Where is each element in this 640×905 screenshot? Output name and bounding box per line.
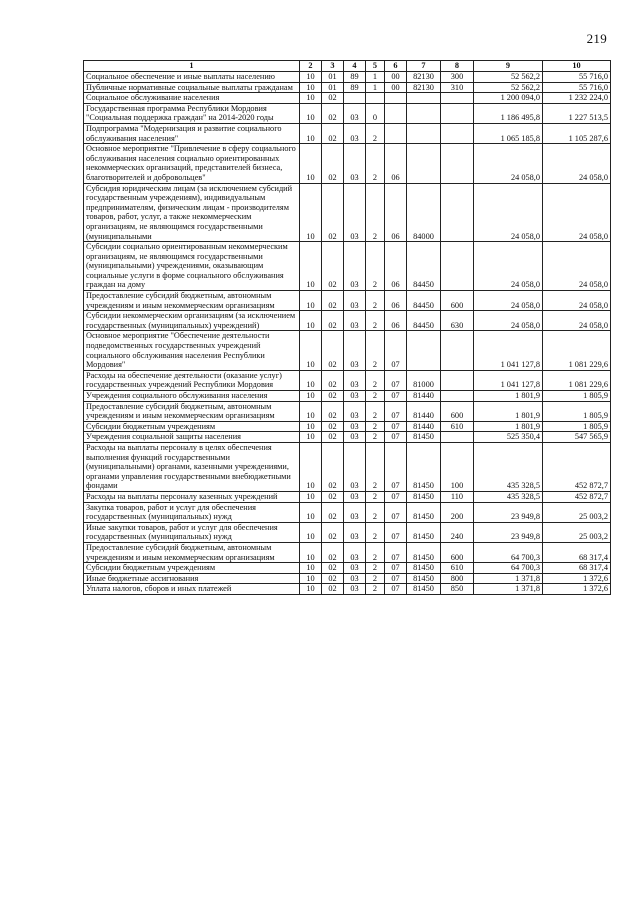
table-row: [84, 311, 611, 331]
budget-table: [83, 60, 611, 595]
amount-col-9: 52 562,2: [474, 82, 543, 93]
code-subsection: 02: [322, 421, 344, 432]
code-direction: [407, 144, 441, 183]
table-row: [84, 291, 611, 311]
code-activity: 00: [385, 82, 407, 93]
code-section: 10: [300, 242, 322, 291]
code-direction: [407, 331, 441, 370]
code-expense-type: 240: [441, 522, 474, 542]
code-subsection: 02: [322, 573, 344, 584]
code-section: 10: [300, 123, 322, 143]
amount-col-9: 64 700,3: [474, 563, 543, 574]
amount-col-10: 24 058,0: [543, 291, 611, 311]
code-expense-type: [441, 144, 474, 183]
code-subsection: 02: [322, 242, 344, 291]
code-direction: 84000: [407, 183, 441, 242]
code-expense-type: [441, 331, 474, 370]
code-subsection: 02: [322, 123, 344, 143]
row-name: Расходы на выплаты персоналу казенных учреждений: [84, 491, 300, 502]
amount-col-9: 24 058,0: [474, 311, 543, 331]
code-subprogram: 2: [366, 123, 385, 143]
code-subsection: 02: [322, 331, 344, 370]
code-expense-type: 610: [441, 421, 474, 432]
code-activity: 07: [385, 522, 407, 542]
code-expense-type: [441, 370, 474, 390]
code-direction: 81450: [407, 502, 441, 522]
code-subprogram: 2: [366, 183, 385, 242]
code-activity: 07: [385, 502, 407, 522]
row-name: Учреждения социальной защиты населения: [84, 432, 300, 443]
code-program: 03: [344, 542, 366, 562]
code-subsection: 02: [322, 563, 344, 574]
code-section: 10: [300, 391, 322, 402]
table-row: [84, 93, 611, 104]
code-direction: 81450: [407, 432, 441, 443]
row-name: Закупка товаров, работ и услуг для обеспечения государственных (муниципальных) нужд: [84, 502, 300, 522]
code-section: 10: [300, 370, 322, 390]
code-program: 03: [344, 421, 366, 432]
code-subsection: 02: [322, 391, 344, 402]
code-subprogram: 2: [366, 370, 385, 390]
code-subsection: 02: [322, 491, 344, 502]
code-subsection: 02: [322, 103, 344, 123]
code-direction: 84450: [407, 242, 441, 291]
code-activity: 07: [385, 391, 407, 402]
amount-col-9: 1 041 127,8: [474, 331, 543, 370]
code-subsection: 02: [322, 542, 344, 562]
code-program: 03: [344, 563, 366, 574]
code-expense-type: 300: [441, 72, 474, 83]
code-section: 10: [300, 72, 322, 83]
row-name: Иные закупки товаров, работ и услуг для обеспечения государственных (муниципальных) нужд: [84, 522, 300, 542]
row-name: Социальное обслуживание населения: [84, 93, 300, 104]
code-section: 10: [300, 401, 322, 421]
code-subsection: 02: [322, 502, 344, 522]
code-activity: 07: [385, 542, 407, 562]
row-name: Основное мероприятие "Обеспечение деятельности подведомственных государственных учреждений социального обслуживания населения Республики Мордовия": [84, 331, 300, 370]
code-program: 03: [344, 573, 366, 584]
code-activity: 07: [385, 491, 407, 502]
amount-col-9: 1 801,9: [474, 401, 543, 421]
code-section: 10: [300, 563, 322, 574]
code-program: 03: [344, 311, 366, 331]
code-activity: 07: [385, 573, 407, 584]
row-name: Субсидии некоммерческим организациям (за исключением государственных (муниципальных) учреждений): [84, 311, 300, 331]
amount-col-10: 25 003,2: [543, 502, 611, 522]
row-name: Субсидия юридическим лицам (за исключением субсидий государственным учреждениям), индивидуальным предпринимателям, физическим лицам - производителям товаров, работ, услуг, а также некоммерческим организациям, не являющимся государственными (муниципальными: [84, 183, 300, 242]
row-name: Подпрограмма "Модернизация и развитие социального обслуживания населения": [84, 123, 300, 143]
code-expense-type: [441, 432, 474, 443]
code-section: 10: [300, 442, 322, 491]
table-row: [84, 242, 611, 291]
table-row: [84, 522, 611, 542]
code-subsection: 02: [322, 432, 344, 443]
code-direction: 81450: [407, 522, 441, 542]
row-name: Предоставление субсидий бюджетным, автономным учреждениям и иным некоммерческим организациям: [84, 401, 300, 421]
code-section: 10: [300, 103, 322, 123]
code-subprogram: 2: [366, 401, 385, 421]
amount-col-10: 24 058,0: [543, 183, 611, 242]
code-section: 10: [300, 82, 322, 93]
amount-col-9: 24 058,0: [474, 291, 543, 311]
code-direction: 82130: [407, 82, 441, 93]
code-expense-type: [441, 103, 474, 123]
amount-col-9: 52 562,2: [474, 72, 543, 83]
header-row: [84, 61, 611, 72]
code-subprogram: 0: [366, 103, 385, 123]
code-subprogram: 2: [366, 144, 385, 183]
table-row: [84, 72, 611, 83]
table-header: [84, 61, 611, 72]
table-row: [84, 442, 611, 491]
amount-col-9: 1 801,9: [474, 421, 543, 432]
code-direction: 81450: [407, 542, 441, 562]
column-header-6: 6: [385, 61, 407, 72]
code-expense-type: 610: [441, 563, 474, 574]
code-direction: 81440: [407, 421, 441, 432]
amount-col-10: 24 058,0: [543, 311, 611, 331]
table-row: [84, 432, 611, 443]
code-direction: 84450: [407, 291, 441, 311]
amount-col-9: 1 371,8: [474, 584, 543, 595]
code-section: 10: [300, 331, 322, 370]
code-program: 03: [344, 442, 366, 491]
code-direction: 81450: [407, 573, 441, 584]
amount-col-10: 1 105 287,6: [543, 123, 611, 143]
code-direction: [407, 93, 441, 104]
row-name: Основное мероприятие "Привлечение в сферу социального обслуживания населения социально ориентированных некоммерческих организаций, представителей бизнеса, благотворителей и добровольцев": [84, 144, 300, 183]
amount-col-9: 24 058,0: [474, 242, 543, 291]
amount-col-9: 525 350,4: [474, 432, 543, 443]
code-expense-type: [441, 93, 474, 104]
amount-col-9: 24 058,0: [474, 183, 543, 242]
code-activity: [385, 123, 407, 143]
amount-col-10: 452 872,7: [543, 491, 611, 502]
column-header-9: 9: [474, 61, 543, 72]
amount-col-10: 1 372,6: [543, 584, 611, 595]
amount-col-10: 1 081 229,6: [543, 331, 611, 370]
code-direction: 84450: [407, 311, 441, 331]
code-expense-type: 800: [441, 573, 474, 584]
code-section: 10: [300, 291, 322, 311]
code-subprogram: 2: [366, 432, 385, 443]
code-subsection: 01: [322, 82, 344, 93]
code-subsection: 01: [322, 72, 344, 83]
row-name: Государственная программа Республики Мордовия "Социальная поддержка граждан" на 2014-2020 годы: [84, 103, 300, 123]
row-name: Расходы на выплаты персоналу в целях обеспечения выполнения функций государственными (муниципальными) органами, казенными учреждениями, органами управления государственными внебюджетными фондами: [84, 442, 300, 491]
amount-col-10: 452 872,7: [543, 442, 611, 491]
row-name: Публичные нормативные социальные выплаты гражданам: [84, 82, 300, 93]
code-subprogram: [366, 93, 385, 104]
row-name: Предоставление субсидий бюджетным, автономным учреждениям и иным некоммерческим организациям: [84, 542, 300, 562]
code-expense-type: 850: [441, 584, 474, 595]
code-activity: 07: [385, 584, 407, 595]
code-subprogram: 2: [366, 573, 385, 584]
code-activity: 07: [385, 401, 407, 421]
code-program: 89: [344, 72, 366, 83]
code-subprogram: 2: [366, 563, 385, 574]
code-expense-type: [441, 242, 474, 291]
code-section: 10: [300, 542, 322, 562]
code-subsection: 02: [322, 311, 344, 331]
code-program: 03: [344, 370, 366, 390]
code-activity: 06: [385, 311, 407, 331]
code-subprogram: 2: [366, 391, 385, 402]
code-subprogram: 2: [366, 502, 385, 522]
table-row: [84, 584, 611, 595]
code-subprogram: 2: [366, 421, 385, 432]
code-activity: [385, 93, 407, 104]
code-program: 03: [344, 584, 366, 595]
table-row: [84, 144, 611, 183]
amount-col-9: 24 058,0: [474, 144, 543, 183]
code-expense-type: [441, 391, 474, 402]
code-subsection: 02: [322, 93, 344, 104]
amount-col-9: 1 041 127,8: [474, 370, 543, 390]
amount-col-10: 68 317,4: [543, 563, 611, 574]
code-activity: 07: [385, 421, 407, 432]
code-subprogram: 1: [366, 82, 385, 93]
code-direction: 81440: [407, 401, 441, 421]
amount-col-9: 1 371,8: [474, 573, 543, 584]
code-section: 10: [300, 491, 322, 502]
column-header-10: 10: [543, 61, 611, 72]
amount-col-9: 23 949,8: [474, 502, 543, 522]
code-subsection: 02: [322, 144, 344, 183]
code-direction: 81450: [407, 584, 441, 595]
amount-col-10: 1 081 229,6: [543, 370, 611, 390]
code-expense-type: 100: [441, 442, 474, 491]
table-row: [84, 331, 611, 370]
amount-col-10: 1 805,9: [543, 391, 611, 402]
code-expense-type: 310: [441, 82, 474, 93]
table-row: [84, 502, 611, 522]
code-direction: [407, 123, 441, 143]
code-direction: [407, 103, 441, 123]
amount-col-10: 68 317,4: [543, 542, 611, 562]
code-program: 03: [344, 522, 366, 542]
code-program: 03: [344, 502, 366, 522]
code-subprogram: 2: [366, 584, 385, 595]
code-direction: 82130: [407, 72, 441, 83]
code-subprogram: 2: [366, 291, 385, 311]
code-expense-type: 600: [441, 291, 474, 311]
code-subprogram: 2: [366, 311, 385, 331]
code-program: 89: [344, 82, 366, 93]
amount-col-10: 55 716,0: [543, 82, 611, 93]
amount-col-10: 55 716,0: [543, 72, 611, 83]
code-subsection: 02: [322, 401, 344, 421]
code-program: 03: [344, 432, 366, 443]
code-program: 03: [344, 123, 366, 143]
table-row: [84, 491, 611, 502]
amount-col-10: 1 372,6: [543, 573, 611, 584]
code-expense-type: [441, 123, 474, 143]
code-section: 10: [300, 183, 322, 242]
code-program: 03: [344, 391, 366, 402]
code-expense-type: 600: [441, 401, 474, 421]
amount-col-9: 23 949,8: [474, 522, 543, 542]
amount-col-9: 1 801,9: [474, 391, 543, 402]
code-expense-type: 600: [441, 542, 474, 562]
amount-col-9: 435 328,5: [474, 442, 543, 491]
code-program: 03: [344, 331, 366, 370]
column-header-2: 2: [300, 61, 322, 72]
code-program: 03: [344, 144, 366, 183]
code-program: 03: [344, 103, 366, 123]
code-activity: [385, 103, 407, 123]
row-name: Расходы на обеспечение деятельности (оказание услуг) государственных учреждений Республики Мордовия: [84, 370, 300, 390]
amount-col-10: 25 003,2: [543, 522, 611, 542]
amount-col-10: 1 805,9: [543, 401, 611, 421]
table-row: [84, 82, 611, 93]
code-subprogram: 2: [366, 542, 385, 562]
code-program: [344, 93, 366, 104]
amount-col-10: 1 805,9: [543, 421, 611, 432]
code-section: 10: [300, 584, 322, 595]
code-activity: 07: [385, 563, 407, 574]
code-program: 03: [344, 291, 366, 311]
code-activity: 06: [385, 291, 407, 311]
row-name: Субсидии бюджетным учреждениям: [84, 563, 300, 574]
column-header-7: 7: [407, 61, 441, 72]
table-row: [84, 123, 611, 143]
code-subprogram: 2: [366, 331, 385, 370]
amount-col-9: 64 700,3: [474, 542, 543, 562]
code-section: 10: [300, 502, 322, 522]
code-expense-type: 200: [441, 502, 474, 522]
table-row: [84, 183, 611, 242]
code-direction: 81450: [407, 442, 441, 491]
table-row: [84, 391, 611, 402]
amount-col-9: 1 200 094,0: [474, 93, 543, 104]
code-program: 03: [344, 183, 366, 242]
amount-col-10: 24 058,0: [543, 242, 611, 291]
row-name: Субсидии бюджетным учреждениям: [84, 421, 300, 432]
code-section: 10: [300, 522, 322, 542]
table-row: [84, 563, 611, 574]
code-activity: 07: [385, 370, 407, 390]
code-subprogram: 1: [366, 72, 385, 83]
code-subsection: 02: [322, 291, 344, 311]
row-name: Иные бюджетные ассигнования: [84, 573, 300, 584]
code-direction: 81450: [407, 491, 441, 502]
code-activity: 07: [385, 432, 407, 443]
code-subsection: 02: [322, 370, 344, 390]
code-section: 10: [300, 573, 322, 584]
code-section: 10: [300, 144, 322, 183]
code-subsection: 02: [322, 183, 344, 242]
code-expense-type: [441, 183, 474, 242]
amount-col-9: 1 065 185,8: [474, 123, 543, 143]
code-expense-type: 630: [441, 311, 474, 331]
code-activity: 06: [385, 183, 407, 242]
code-direction: 81450: [407, 563, 441, 574]
code-subprogram: 2: [366, 442, 385, 491]
code-subsection: 02: [322, 584, 344, 595]
column-header-8: 8: [441, 61, 474, 72]
row-name: Предоставление субсидий бюджетным, автономным учреждениям и иным некоммерческим организациям: [84, 291, 300, 311]
table-body: [84, 72, 611, 595]
row-name: Уплата налогов, сборов и иных платежей: [84, 584, 300, 595]
code-section: 10: [300, 93, 322, 104]
code-program: 03: [344, 242, 366, 291]
amount-col-10: 24 058,0: [543, 144, 611, 183]
code-activity: 06: [385, 242, 407, 291]
code-activity: 07: [385, 331, 407, 370]
table-row: [84, 573, 611, 584]
code-subsection: 02: [322, 442, 344, 491]
table-row: [84, 421, 611, 432]
code-subprogram: 2: [366, 522, 385, 542]
column-header-1: 1: [84, 61, 300, 72]
page-number: 219: [586, 31, 607, 46]
code-program: 03: [344, 401, 366, 421]
code-direction: 81440: [407, 391, 441, 402]
amount-col-9: 435 328,5: [474, 491, 543, 502]
column-header-3: 3: [322, 61, 344, 72]
row-name: Учреждения социального обслуживания населения: [84, 391, 300, 402]
row-name: Социальное обеспечение и иные выплаты населению: [84, 72, 300, 83]
amount-col-10: 1 232 224,0: [543, 93, 611, 104]
table-row: [84, 542, 611, 562]
table-row: [84, 401, 611, 421]
code-section: 10: [300, 432, 322, 443]
code-activity: 06: [385, 144, 407, 183]
code-activity: 00: [385, 72, 407, 83]
code-expense-type: 110: [441, 491, 474, 502]
amount-col-9: 1 186 495,8: [474, 103, 543, 123]
code-section: 10: [300, 311, 322, 331]
table-row: [84, 103, 611, 123]
row-name: Субсидии социально ориентированным некоммерческим организациям, не являющимся государственными (муниципальными) учреждениями, оказывающим социальные услуги в форме социального обслуживания граждан на дому: [84, 242, 300, 291]
code-subprogram: 2: [366, 491, 385, 502]
code-subprogram: 2: [366, 242, 385, 291]
table-row: [84, 370, 611, 390]
column-header-5: 5: [366, 61, 385, 72]
code-subsection: 02: [322, 522, 344, 542]
amount-col-10: 1 227 513,5: [543, 103, 611, 123]
code-direction: 81000: [407, 370, 441, 390]
amount-col-10: 547 565,9: [543, 432, 611, 443]
column-header-4: 4: [344, 61, 366, 72]
code-activity: 07: [385, 442, 407, 491]
code-program: 03: [344, 491, 366, 502]
code-section: 10: [300, 421, 322, 432]
